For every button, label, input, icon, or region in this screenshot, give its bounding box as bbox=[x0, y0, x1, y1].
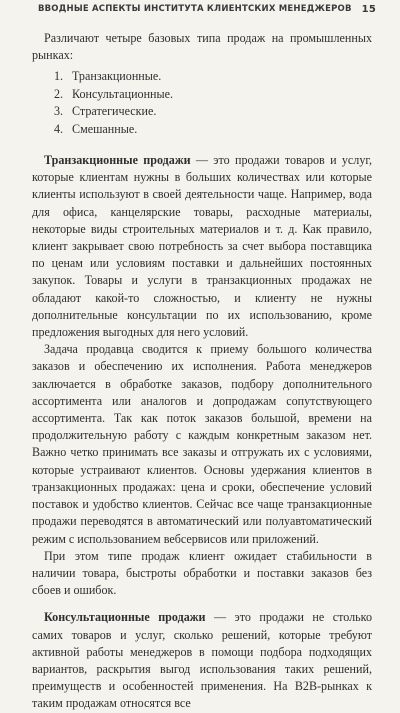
consulting-definition: — это продажи не столько самих товаров и услуг, сколько решений, которые требуют активной работы менеджеров в помощи подбора подходящих вариантов, раскрытия выгод использования таких решений, преимуществ и особенностей применения. На B2B-рынках к таким продажам относятся все bbox=[32, 610, 372, 711]
list-item-number: 1. bbox=[54, 69, 64, 84]
list-item bbox=[54, 121, 372, 138]
list-item-number: 3. bbox=[54, 104, 64, 119]
spacer bbox=[32, 599, 372, 609]
consulting-term: Консультационные продажи bbox=[44, 610, 206, 625]
list-item-text: Стратегические. bbox=[72, 104, 157, 119]
list-item-number: 4. bbox=[54, 121, 64, 136]
transactional-paragraph-1 bbox=[32, 152, 372, 341]
list-item bbox=[54, 103, 372, 120]
consulting-paragraph-1 bbox=[32, 609, 372, 712]
list-item-text: Смешанные. bbox=[72, 121, 138, 136]
list-item-text: Транзакционные. bbox=[72, 69, 162, 84]
page-number: 15 bbox=[361, 3, 376, 15]
list-item-text: Консультационные. bbox=[72, 86, 174, 101]
list-item bbox=[54, 68, 372, 85]
transactional-paragraph-3: При этом типе продаж клиент ожидает стабильности в наличии товара, быстроты обработки и поставки заказов без сбоев и ошибок. bbox=[32, 548, 372, 598]
sales-types-list bbox=[32, 68, 372, 138]
spacer bbox=[32, 142, 372, 152]
header-title: ВВОДНЫЕ АСПЕКТЫ ИНСТИТУТА КЛИЕНТСКИХ МЕНЕДЖЕРОВ bbox=[37, 4, 352, 14]
intro-paragraph: Различают четыре базовых типа продаж на промышленных рынках: bbox=[32, 31, 372, 63]
page-body bbox=[32, 30, 372, 713]
transactional-term: Транзакционные продажи bbox=[44, 153, 191, 168]
list-item-number: 2. bbox=[54, 86, 64, 101]
transactional-definition: — это продажи товаров и услуг, которые клиентам нужны в больших количествах или которые клиенты используют в своей деятельности чаще. Например, вода для офиса, канцелярские товары, расходные материалы, некоторые виды строительных материалов и т. д. Как правило, клиент закрывает свою потребность за счет выбора поставщика по ценам или условиям поставки и дальнейших постоянных закупок. Товары и услуги в транзакционных продажах не обладают какой-то сложностью, и клиенту не нужны дополнительные консультации по их использованию, кроме предложения выгодных для него условий. bbox=[32, 153, 372, 340]
running-header bbox=[32, 0, 376, 18]
transactional-paragraph-2: Задача продавца сводится к приему большого количества заказов и обеспечению их исполнения. Работа менеджеров заключается в обработке заказов, подбору дополнительного ассортимента или аналогов и допродажам сопутствующего ассортимента. Так как поток заказов большой, времени на продолжительную работу с каждым конкретным заказом нет. Важно четко принимать все заказы и отгружать их с условиями, которые устраивают клиентов. Основы удержания клиентов в транзакционных продажах: цена и сроки, обеспечение условий поставок и удобство клиентов. Сейчас все чаще транзакционные продажи переводятся в автоматический или полуавтоматический режим с использованием вебсервисов или приложений. bbox=[32, 342, 372, 546]
list-item bbox=[54, 86, 372, 103]
